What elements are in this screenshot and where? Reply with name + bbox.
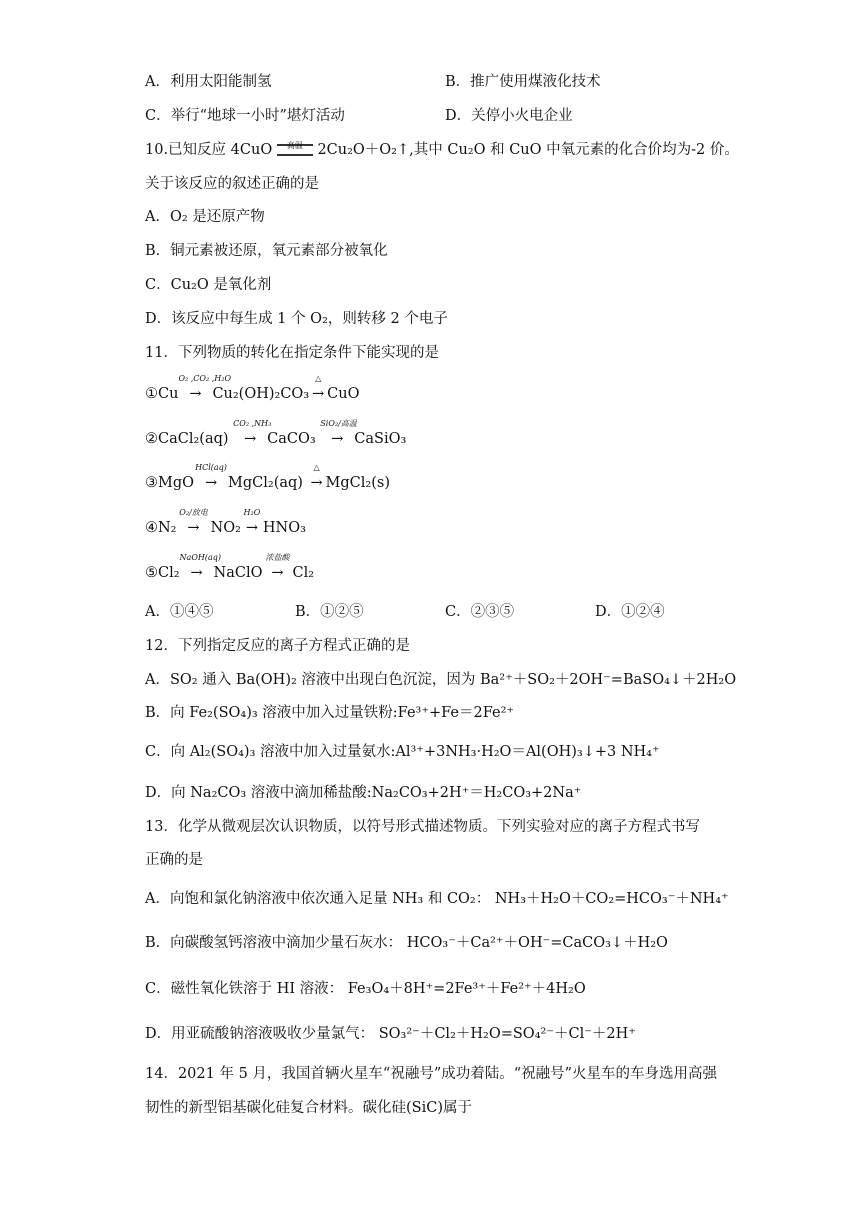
q12-option-a: A．SO₂ 通入 Ba(OH)₂ 溶液中出现白色沉淀，因为 Ba²⁺＋SO₂＋2OH⁻=BaSO₄↓＋2H₂O [145, 672, 737, 688]
q11-option-d: D．①②④ [595, 604, 665, 620]
reaction-arrow [194, 463, 228, 493]
q11-reaction-5 [145, 553, 315, 583]
arrow-icon: → [244, 431, 257, 447]
arrow-icon: → [312, 386, 325, 402]
r4-product: HNO₃ [262, 520, 306, 536]
arrow-icon: → [204, 475, 218, 491]
r4-reactant: ④N₂ [145, 520, 177, 536]
q10-stem [145, 140, 739, 160]
r4-intermediate: NO₂ [210, 520, 241, 536]
arrow-icon: → [310, 475, 323, 491]
q9-option-b: B．推广使用煤液化技术 [445, 74, 601, 90]
r1-intermediate: Cu₂(OH)₂CO₃ [212, 386, 310, 402]
q13-stem-1: 13．化学从微观层次认识物质，以符号形式描述物质。下列实验对应的离子方程式书写 [145, 819, 700, 835]
q10-option-a: A．O₂ 是还原产物 [145, 209, 265, 225]
reaction-arrow [178, 374, 232, 404]
r2-condition-1: CO₂ ,NH₃ [233, 419, 272, 428]
q13-option-b: B．向碳酸氢钙溶液中滴加少量石灰水： HCO₃⁻＋Ca²⁺＋OH⁻=CaCO₃↓＋H₂O [145, 935, 668, 951]
q12-option-b: B．向 Fe₂(SO₄)₃ 溶液中加入过量铁粉:Fe³⁺+Fe＝2Fe²⁺ [145, 705, 515, 721]
q9-option-d: D．关停小火电企业 [445, 108, 573, 124]
q11-reaction-4 [145, 508, 306, 538]
reaction-arrow [320, 419, 357, 449]
q11-stem: 11．下列物质的转化在指定条件下能实现的是 [145, 345, 439, 361]
r1-condition-2: △ [315, 374, 322, 383]
q10-option-c: C．Cu₂O 是氧化剂 [145, 277, 272, 293]
reaction-arrow [177, 508, 211, 538]
q12-stem: 12．下列指定反应的离子方程式正确的是 [145, 638, 410, 654]
equilibrium-sign [277, 141, 313, 156]
q10-option-b: B．铜元素被还原，氧元素部分被氧化 [145, 243, 388, 259]
q13-stem-2: 正确的是 [145, 852, 203, 868]
q11-reaction-3 [145, 463, 390, 493]
r2-condition-2: SiO₂/高温 [320, 419, 357, 428]
r4-condition-1: O₂/放电 [179, 508, 208, 517]
r3-product: MgCl₂(s) [325, 475, 390, 491]
r5-product: Cl₂ [292, 565, 315, 581]
q11-reaction-2 [145, 419, 407, 449]
r4-condition-2: H₂O [243, 508, 261, 517]
reaction-arrow [179, 553, 221, 583]
reaction-arrow [263, 553, 293, 583]
r5-reactant: ⑤Cl₂ [145, 565, 180, 581]
reaction-arrow [233, 419, 272, 449]
q10-stem-post: 2Cu₂O＋O₂↑,其中 Cu₂O 和 CuO 中氧元素的化合价均为-2 价。 [317, 142, 739, 158]
r1-condition-1: O₂ ,CO₂ ,H₂O [178, 374, 232, 383]
q10-option-d: D．该反应中每生成 1 个 O₂，则转移 2 个电子 [145, 311, 448, 327]
r5-condition-2: 浓盐酸 [265, 553, 290, 562]
r2-intermediate: CaCO₃ [267, 431, 316, 447]
reaction-arrow [308, 463, 326, 493]
r1-reactant: ①Cu [145, 386, 179, 402]
arrow-icon: → [271, 565, 284, 581]
q9-option-c: C．举行“地球一小时”堪灯活动 [145, 108, 345, 124]
q13-option-d: D．用亚硫酸钠溶液吸收少量氯气： SO₃²⁻＋Cl₂＋H₂O=SO₄²⁻＋Cl⁻＋2H⁺ [145, 1026, 636, 1042]
q9-option-a: A．利用太阳能制氢 [145, 74, 272, 90]
q11-option-b: B．①②⑤ [295, 604, 364, 620]
r3-reactant: ③MgO [145, 475, 195, 491]
q11-option-c: C．②③⑤ [445, 604, 515, 620]
r3-condition-1: HCl(aq) [195, 463, 227, 472]
reaction-arrow [241, 508, 263, 538]
r2-reactant: ②CaCl₂(aq) [145, 431, 229, 447]
q13-option-c: C．磁性氧化铁溶于 HI 溶液： Fe₃O₄＋8H⁺=2Fe³⁺＋Fe²⁺＋4H₂O [145, 981, 586, 997]
arrow-icon: → [189, 386, 202, 402]
q10-stem-pre: 10.已知反应 4CuO [145, 142, 273, 158]
q10-stem2: 关于该反应的叙述正确的是 [145, 176, 319, 192]
reaction-arrow [309, 374, 327, 404]
q10-condition: 高温 [286, 141, 303, 150]
r2-product: CaSiO₃ [354, 431, 407, 447]
r3-intermediate: MgCl₂(aq) [228, 475, 303, 491]
r3-condition-2: △ [313, 463, 320, 472]
arrow-icon: → [245, 520, 258, 536]
r1-product: CuO [327, 386, 360, 402]
q14-stem-1: 14．2021 年 5 月，我国首辆火星车“祝融号”成功着陆。“祝融号”火星车的车身选用高强 [145, 1066, 718, 1082]
q12-option-c: C．向 Al₂(SO₄)₃ 溶液中加入过量氨水:Al³⁺+3NH₃·H₂O＝Al(OH)₃↓+3 NH₄⁺ [145, 744, 660, 760]
q11-option-a: A．①④⑤ [145, 604, 214, 620]
arrow-icon: → [187, 520, 200, 536]
q11-reaction-1 [145, 374, 360, 404]
q14-stem-2: 韧性的新型铝基碳化硅复合材料。碳化硅(SiC)属于 [145, 1100, 472, 1116]
arrow-icon: → [331, 431, 344, 447]
r5-intermediate: NaClO [213, 565, 263, 581]
arrow-icon: → [190, 565, 203, 581]
q13-option-a: A．向饱和氯化钠溶液中依次通入足量 NH₃ 和 CO₂： NH₃＋H₂O＋CO₂=HCO₃⁻＋NH₄⁺ [145, 891, 729, 907]
q12-option-d: D．向 Na₂CO₃ 溶液中滴加稀盐酸:Na₂CO₃+2H⁺＝H₂CO₃+2Na⁺ [145, 785, 582, 801]
r5-condition-1: NaOH(aq) [179, 553, 221, 562]
